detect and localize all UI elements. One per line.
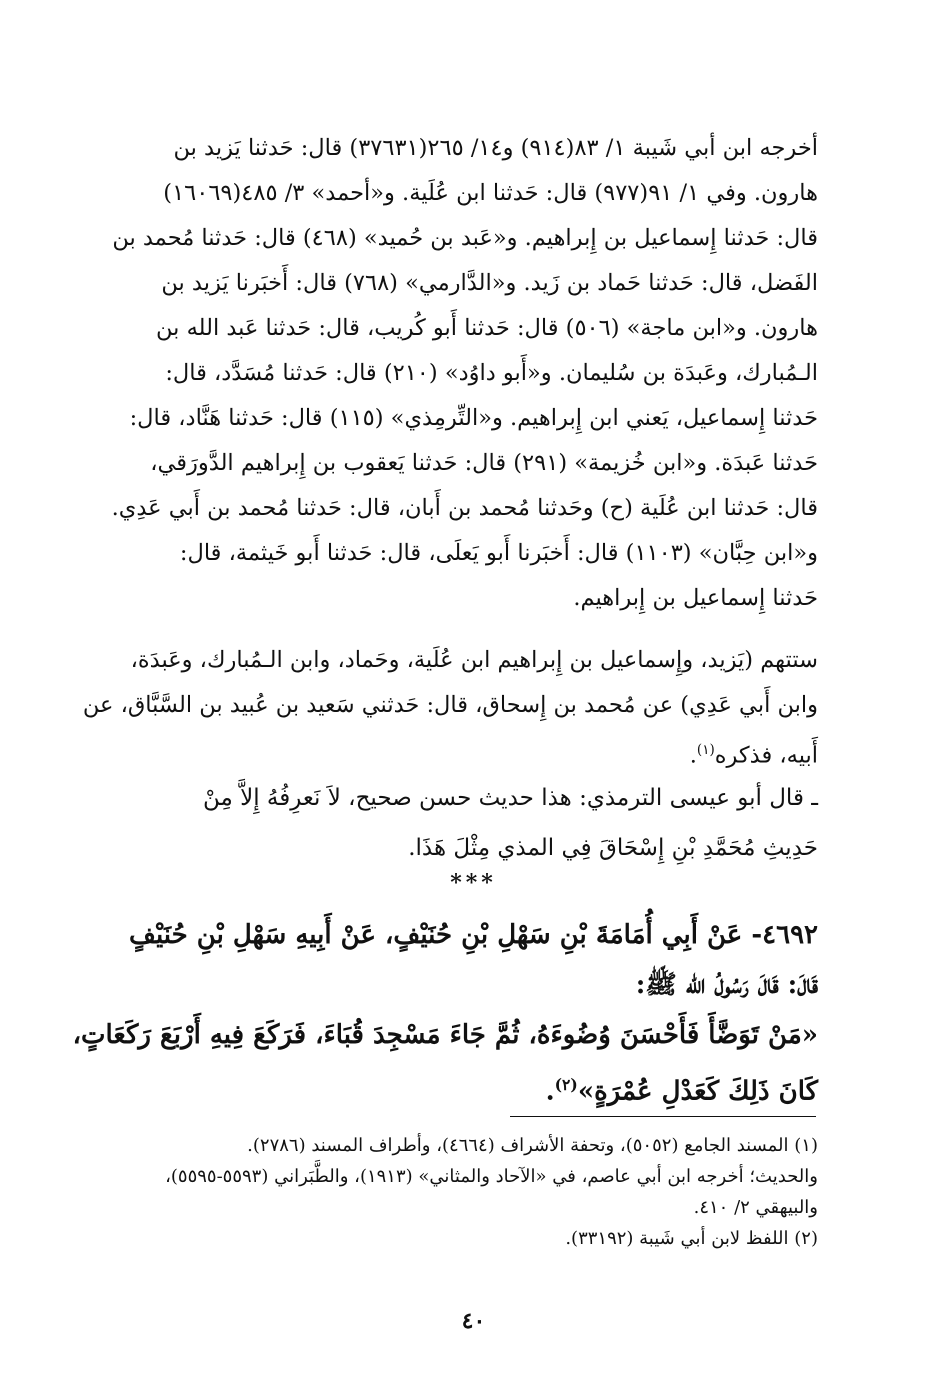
text-line: قال: حَدثنا إِسماعيل بن إِبراهيم. و«عَبد بن حُميد» (٤٦٨) قال: حَدثنا مُحمد بن xyxy=(112,225,818,251)
text-line: أخرجه ابن أبي شَيبة ١/ ٨٣(٩١٤) و١٤/ ٢٦٥(٣٧٦٣١) قال: حَدثنا يَزيد بن xyxy=(173,135,818,161)
hadith-matn-line xyxy=(70,1060,818,1110)
text-line: الـمُبارك، وعَبدَة بن سُليمان. و«أَبو داوُد» (٢١٠) قال: حَدثنا مُسَدَّد، قال: xyxy=(165,360,818,386)
text-line: حَدثنا عَبدَة. و«ابن خُزيمة» (٢٩١) قال: حَدثنا يَعقوب بن إِبراهيم الدَّورَقي، xyxy=(150,450,818,476)
text-line: قال: حَدثنا ابن عُلَية (ح) وحَدثنا مُحمد بن أَبان، قال: حَدثنا مُحمد بن أَبي عَدِي. xyxy=(111,495,818,521)
takhrij-paragraph xyxy=(78,126,818,621)
hadith-4692 xyxy=(70,910,818,1110)
footnote-line: (١) المسند الجامع (٥٠٥٢)، وتحفة الأشراف (٤٦٦٤)، وأطراف المسند (٢٧٨٦). xyxy=(247,1135,818,1156)
footnote-line: والحديث؛ أخرجه ابن أبي عاصم، في «الآحاد والمثاني» (١٩١٣)، والطَّبَراني (٥٥٩٣-٥٥٩٥)، xyxy=(165,1166,818,1187)
text-line: حَدثنا إِسماعيل بن إِبراهيم. xyxy=(573,585,818,611)
footnote-ref-2[interactable]: (٢) xyxy=(554,1075,578,1094)
hadith-matn-line: «مَنْ تَوَضَّأَ فَأَحْسَنَ وُضُوءَهُ، ثُمَّ جَاءَ مَسْجِدَ قُبَاءَ، فَرَكَعَ فِيهِ أَرْبَعَ رَكَعَاتٍ، xyxy=(72,1020,818,1050)
text-line: حَدِيثِ مُحَمَّدِ بْنِ إِسْحَاقَ فِي المذي مِثْلَ هَذَا. xyxy=(408,835,818,861)
text-line: وابن أَبي عَدِي) عن مُحمد بن إِسحاق، قال: حَدثني سَعيد بن عُبيد بن السَّبَّاق، عن xyxy=(82,692,818,718)
matn-text: كَانَ ذَلِكَ كَعَدْلِ عُمْرَةٍ» xyxy=(577,1076,818,1107)
text-line: ستتهم (يَزيد، وإِسماعيل بن إِبراهيم ابن عُلَية، وحَماد، وابن الـمُبارك، وعَبدَة، xyxy=(130,647,818,673)
footnote-line: (٢) اللفظ لابن أبي شَيبة (٣٣١٩٢). xyxy=(565,1228,818,1249)
page-number: ٤٠ xyxy=(461,1308,486,1334)
tirmidhi-comment xyxy=(78,773,818,873)
text-line: هارون. وفي ١/ ٩١(٩٧٧) قال: حَدثنا ابن عُلَية. و«أحمد» ٣/ ٤٨٥(١٦٠٦٩) xyxy=(163,180,818,206)
text-line: ـ قال أبو عيسى الترمذي: هذا حديث حسن صحيح، لاَ نَعرِفُهُ إِلاَّ مِنْ xyxy=(202,785,818,811)
footnote-divider xyxy=(510,1116,816,1117)
footnote-ref-1[interactable]: (١) xyxy=(696,742,715,758)
sentence-end: . xyxy=(689,742,697,769)
footnotes xyxy=(78,1130,818,1254)
footnote-line: والبيهقي ٢/ ٤١٠. xyxy=(693,1197,818,1218)
hadith-isnad-line: قَالَ: قَالَ رَسُولُ الله ﷺ: xyxy=(635,970,818,1000)
summary-text: أَبيه، فذكره xyxy=(714,742,818,769)
text-line xyxy=(78,728,818,773)
sentence-end: . xyxy=(545,1076,555,1107)
isnad-summary-paragraph xyxy=(78,638,818,773)
text-line: هارون. و«ابن ماجة» (٥٠٦) قال: حَدثنا أَبو كُريب، قال: حَدثنا عَبد الله بن xyxy=(156,315,818,341)
text-line: حَدثنا إِسماعيل، يَعني ابن إِبراهيم. و«التِّرمِذي» (١١٥) قال: حَدثنا هَنَّاد، قال: xyxy=(129,405,818,431)
text-line: الفَضل، قال: حَدثنا حَماد بن زَيد. و«الدَّارمي» (٧٦٨) قال: أَخبَرنا يَزيد بن xyxy=(161,270,818,296)
text-line: و«ابن حِبَّان» (١١٠٣) قال: أَخبَرنا أَبو يَعلَى، قال: حَدثنا أَبو خَيثمة، قال: xyxy=(179,540,818,566)
hadith-isnad-line: ٤٦٩٢- عَنْ أَبِي أُمَامَةَ بْنِ سَهْلِ بْنِ حُنَيْفٍ، عَنْ أَبِيهِ سَهْلِ بْنِ حُنَيْفٍ xyxy=(129,920,818,950)
section-separator: *** xyxy=(450,870,497,896)
